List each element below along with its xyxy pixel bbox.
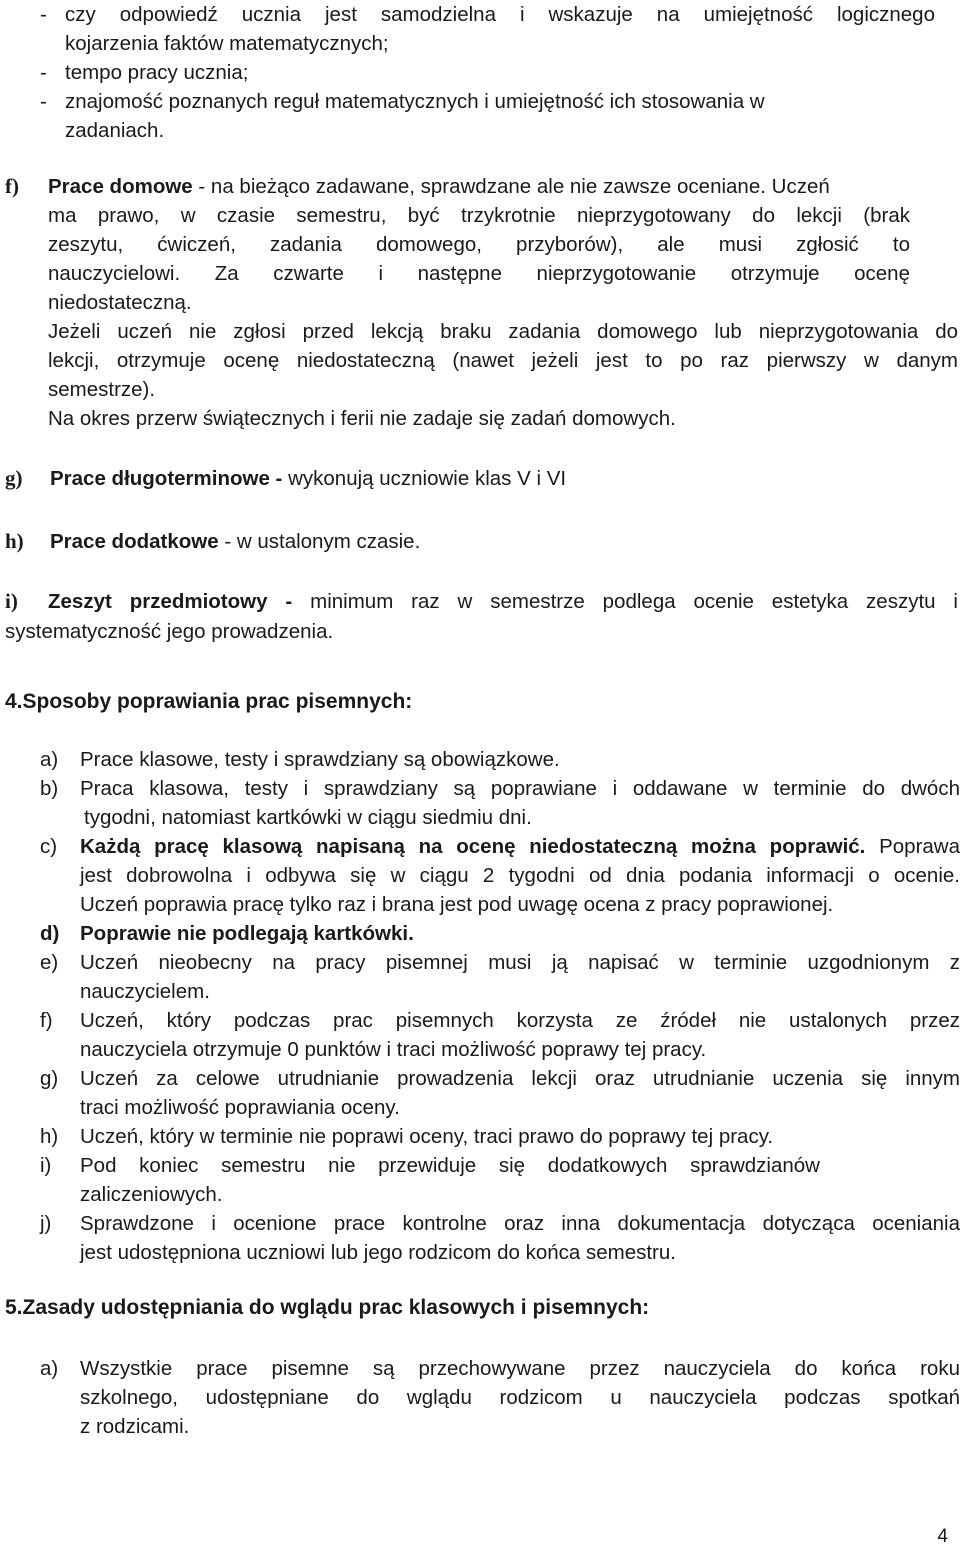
item-label: d) [40, 922, 60, 945]
item-line: Prace klasowe, testy i sprawdziany są obowiązkowe. [80, 748, 560, 771]
item-label: h) [40, 1125, 59, 1148]
section-f-p1-line: ma prawo, w czasie semestru, być trzykrotnie nieprzygotowany do lekcji (brak [48, 204, 910, 227]
item-line: Uczeń nieobecny na pracy pisemnej musi ją napisać w terminie uzgodnionym z [80, 951, 960, 974]
item-line: jest udostępniona uczniowi lub jego rodzicom do końca semestru. [80, 1241, 676, 1264]
section-f-p1-line: zeszytu, ćwiczeń, zadania domowego, przyborów), ale musi zgłosić to [48, 233, 910, 256]
dash-bullet: - [40, 3, 47, 26]
item-line: tygodni, natomiast kartkówki w ciągu siedmiu dni. [84, 806, 532, 829]
page-number: 4 [937, 1526, 948, 1547]
dash-bullet: - [40, 61, 47, 84]
item-line: z rodzicami. [80, 1415, 190, 1438]
section-i-title: Zeszyt przedmiotowy - [48, 590, 293, 613]
item-line: Uczeń poprawia pracę tylko raz i brana jest pod uwagę ocena z pracy poprawionej. [80, 893, 834, 916]
criteria-line: tempo pracy ucznia; [65, 61, 249, 84]
item-line: Uczeń za celowe utrudnianie prowadzenia lekcji oraz utrudnianie uczenia się innym [80, 1067, 960, 1090]
item-label: b) [40, 777, 59, 800]
section-f-p2-line: Jeżeli uczeń nie zgłosi przed lekcją braku zadania domowego lub nieprzygotowania do [48, 320, 958, 343]
section-f-title-rest: - na bieżąco zadawane, sprawdzane ale nie zawsze oceniane. [192, 175, 766, 198]
item-line: Sprawdzone i ocenione prace kontrolne oraz inna dokumentacja dotycząca oceniania [80, 1212, 960, 1235]
item-line: nauczyciela otrzymuje 0 punktów i traci możliwość poprawy tej pracy. [80, 1038, 707, 1061]
item-label: c) [40, 835, 58, 858]
criteria-line: kojarzenia faktów matematycznych; [65, 32, 389, 55]
criteria-line: czy odpowiedź ucznia jest samodzielna i wskazuje na umiejętność logicznego [65, 3, 935, 26]
section-i-rest: minimum raz w semestrze podlega ocenie estetyka zeszytu i [292, 590, 958, 613]
item-line [80, 832, 960, 861]
item-bold-rest: Poprawa [865, 835, 960, 858]
item-label: a) [40, 748, 59, 771]
section-g-line [50, 464, 566, 493]
item-label: e) [40, 951, 59, 974]
section-i-letter: i) [5, 589, 18, 613]
criteria-line: znajomość poznanych reguł matematycznych i umiejętność ich stosowania w [65, 90, 765, 113]
section-f-title-line [48, 172, 913, 201]
section-h-line [50, 527, 420, 556]
section-f-title-tail: Uczeń [765, 175, 830, 198]
item-label: i) [40, 1154, 52, 1177]
section-i-line [48, 587, 958, 616]
heading-section-4: 4.Sposoby poprawiania prac pisemnych: [5, 690, 413, 713]
item-line: Uczeń, który w terminie nie poprawi oceny, traci prawo do poprawy tej pracy. [80, 1125, 774, 1148]
item-line: jest dobrowolna i odbywa się w ciągu 2 tygodni od dnia podania informacji o ocenie. [80, 864, 960, 887]
section-h-title: Prace dodatkowe [50, 530, 219, 553]
section-f-title: Prace domowe [48, 175, 193, 198]
item-line: traci możliwość poprawiania oceny. [80, 1096, 400, 1119]
item-line: Wszystkie prace pisemne są przechowywane przez nauczyciela do końca roku [80, 1357, 960, 1380]
section-f-p2-line: lekcji, otrzymuje ocenę niedostateczną (nawet jeżeli jest to po raz pierwszy w danym [48, 349, 958, 372]
item-bold-text: Poprawie nie podlegają kartkówki. [80, 922, 414, 945]
item-label: g) [40, 1067, 59, 1090]
section-g-rest: wykonują uczniowie klas V i VI [282, 467, 567, 490]
item-line: zaliczeniowych. [80, 1183, 223, 1206]
item-line: Pod koniec semestru nie przewiduje się dodatkowych sprawdzianów [80, 1154, 820, 1177]
section-g-letter: g) [5, 466, 23, 490]
dash-bullet: - [40, 90, 47, 113]
item-line: nauczycielem. [80, 980, 210, 1003]
item-line: szkolnego, udostępniane do wglądu rodzicom u nauczyciela podczas spotkań [80, 1386, 960, 1409]
item-label: f) [40, 1009, 53, 1032]
criteria-line: zadaniach. [65, 119, 165, 142]
item-line: Uczeń, który podczas prac pisemnych korzysta ze źródeł nie ustalonych przez [80, 1009, 960, 1032]
item-bold-text: Każdą pracę klasową napisaną na ocenę niedostateczną można poprawić. [80, 835, 866, 858]
section-f-p3: Na okres przerw świątecznych i ferii nie zadaje się zadań domowych. [48, 407, 676, 430]
section-h-rest: - w ustalonym czasie. [218, 530, 421, 553]
section-f-letter: f) [5, 174, 19, 198]
heading-section-5: 5.Zasady udostępniania do wglądu prac klasowych i pisemnych: [5, 1296, 650, 1319]
item-line: Praca klasowa, testy i sprawdziany są poprawiane i oddawane w terminie do dwóch [80, 777, 960, 800]
section-h-letter: h) [5, 529, 24, 553]
section-i-line2: systematyczność jego prowadzenia. [5, 620, 334, 643]
item-label: j) [40, 1212, 52, 1235]
item-label: a) [40, 1357, 59, 1380]
section-f-p2-line: semestrze). [48, 378, 156, 401]
section-g-title: Prace długoterminowe - [50, 467, 283, 490]
section-f-p1-line: nauczycielowi. Za czwarte i następne nieprzygotowanie otrzymuje ocenę [48, 262, 910, 285]
section-f-p1-line: niedostateczną. [48, 291, 192, 314]
